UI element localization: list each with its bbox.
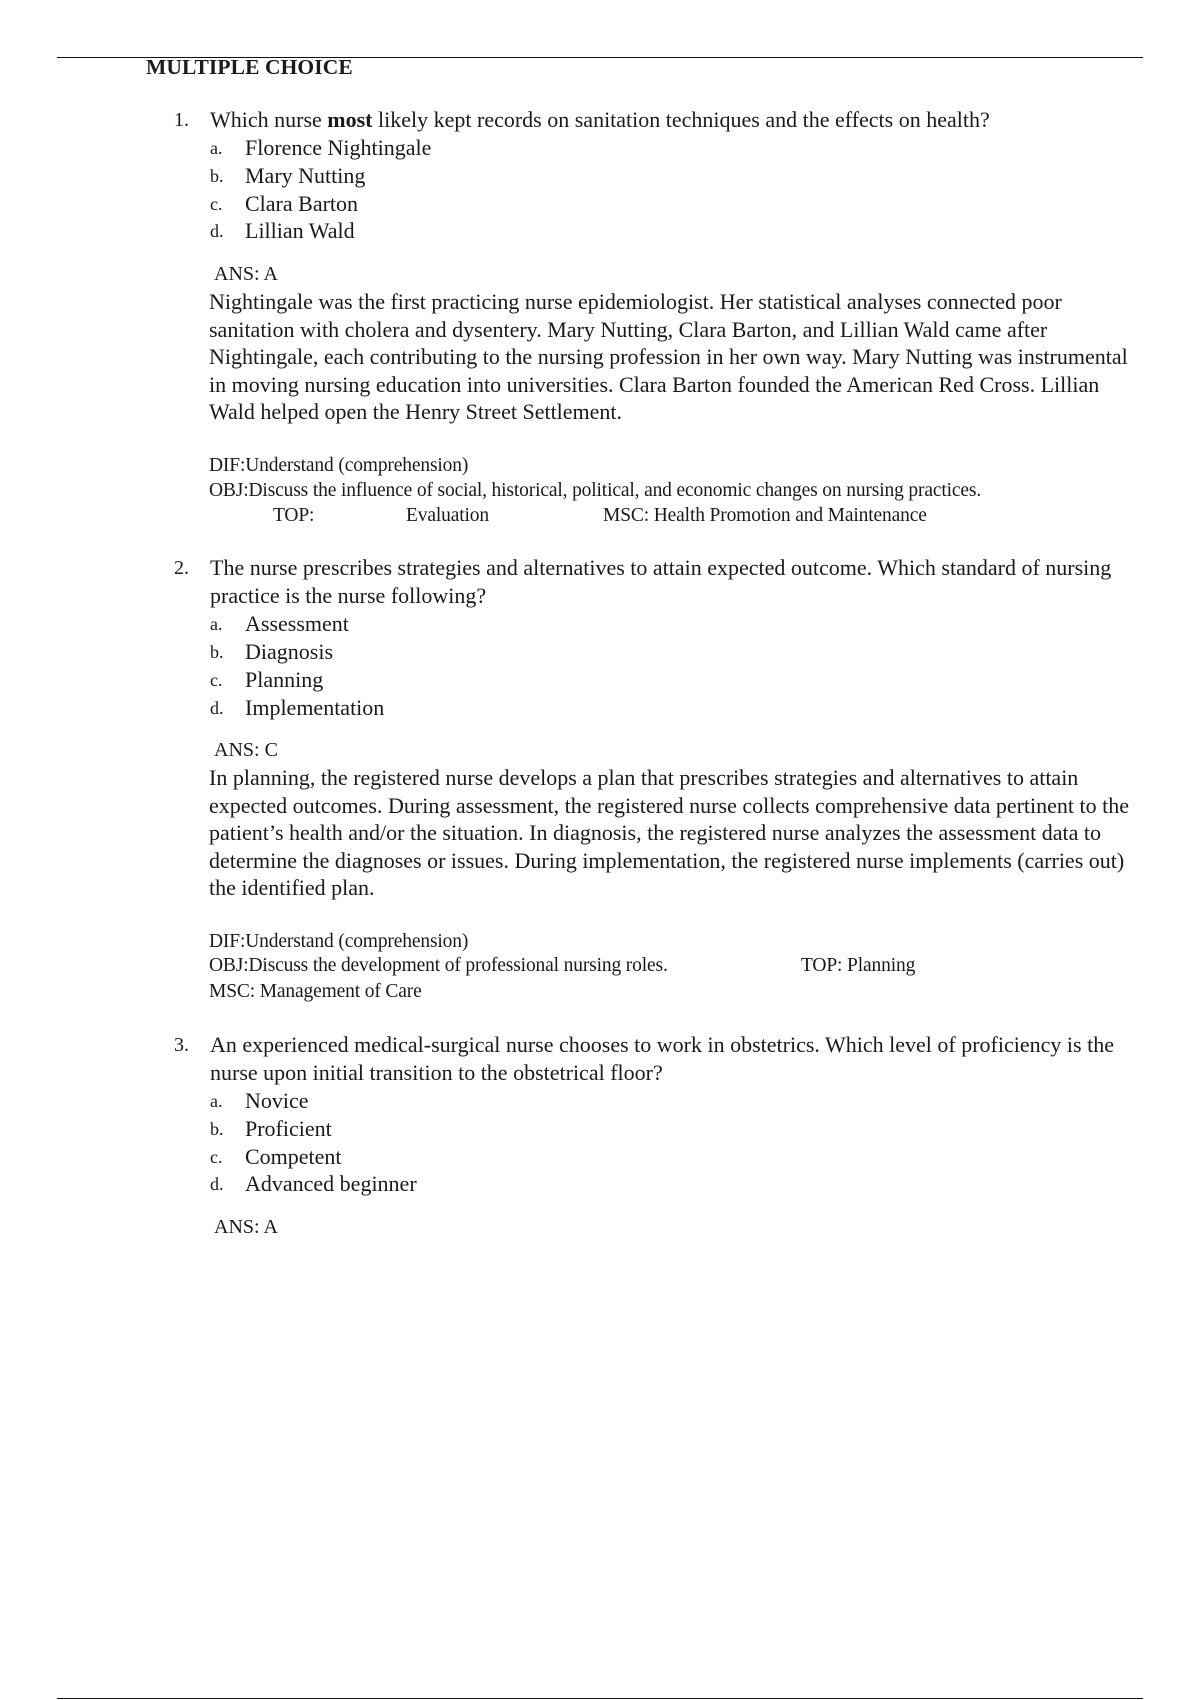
topic: TOP: Planning [801,955,916,976]
question-stem [210,106,1130,134]
option-letter: a. [210,614,223,634]
question-number: 2. [174,557,189,579]
question-number: 3. [174,1034,189,1056]
option-letter: a. [210,138,223,158]
objective: OBJ:Discuss the influence of social, historical, political, and economic changes on nursing practices. [209,480,982,501]
option-text: Florence Nightingale [245,135,432,160]
option-letter: a. [210,1091,223,1111]
answer-key: ANS: A [214,1216,278,1238]
option-text: Lillian Wald [245,218,355,243]
option-letter: c. [210,670,223,690]
option-text: Implementation [245,695,385,720]
option-text: Mary Nutting [245,163,366,188]
stem-text: Which nurse [210,107,328,132]
msc: MSC: Management of Care [209,981,422,1002]
option-letter: c. [210,194,223,214]
option-letter: d. [210,221,224,241]
msc: MSC: Health Promotion and Maintenance [603,505,927,526]
option-text: Competent [245,1144,342,1169]
stem-emphasis: most [327,107,373,132]
rationale: In planning, the registered nurse develops a plan that prescribes strategies and alternatives to attain expected outcomes. During assessment, the registered nurse collects comprehensive data pertinent to the patient’s health and/or the situation. In diagnosis, the registered nurse analyzes the assessment data to determine the diagnoses or issues. During implementation, the registered nurse implements (carries out) the identified plan. [209,765,1130,900]
question-stem: An experienced medical-surgical nurse chooses to work in obstetrics. Which level of proficiency is the nurse upon initial transition to the obstetrical floor? [210,1032,1114,1085]
question-stem: The nurse prescribes strategies and alternatives to attain expected outcome. Which standard of nursing practice is the nurse following? [210,555,1112,608]
answer-key: ANS: A [214,263,278,285]
section-title: MULTIPLE CHOICE [146,55,353,79]
question-number: 1. [174,109,189,131]
option-text: Advanced beginner [245,1171,417,1196]
option-letter: b. [210,642,224,662]
option-letter: b. [210,1119,224,1139]
option-text: Diagnosis [245,639,333,664]
topic-label: TOP: [273,505,315,526]
option-letter: b. [210,166,224,186]
option-text: Planning [245,667,324,692]
difficulty: DIF:Understand (comprehension) [209,931,469,952]
rationale: Nightingale was the first practicing nurse epidemiologist. Her statistical analyses connected poor sanitation with cholera and dysentery. Mary Nutting, Clara Barton, and Lillian Wald came after Nightingale, each contributing to the nursing profession in her own way. Mary Nutting was instrumental in moving nursing education into universities. Clara Barton founded the American Red Cross. Lillian Wald helped open the Henry Street Settlement. [209,289,1128,424]
option-text: Novice [245,1088,309,1113]
topic-value: Evaluation [406,505,489,526]
difficulty: DIF:Understand (comprehension) [209,455,469,476]
answer-key: ANS: C [214,739,278,761]
option-text: Assessment [245,611,349,636]
option-text: Clara Barton [245,191,359,216]
objective: OBJ:Discuss the development of professional nursing roles. [209,955,668,976]
option-letter: d. [210,1174,224,1194]
option-letter: d. [210,698,224,718]
option-letter: c. [210,1147,223,1167]
option-text: Proficient [245,1116,332,1141]
bottom-rule [57,1698,1143,1699]
stem-text: likely kept records on sanitation techniques and the effects on health? [372,107,990,132]
